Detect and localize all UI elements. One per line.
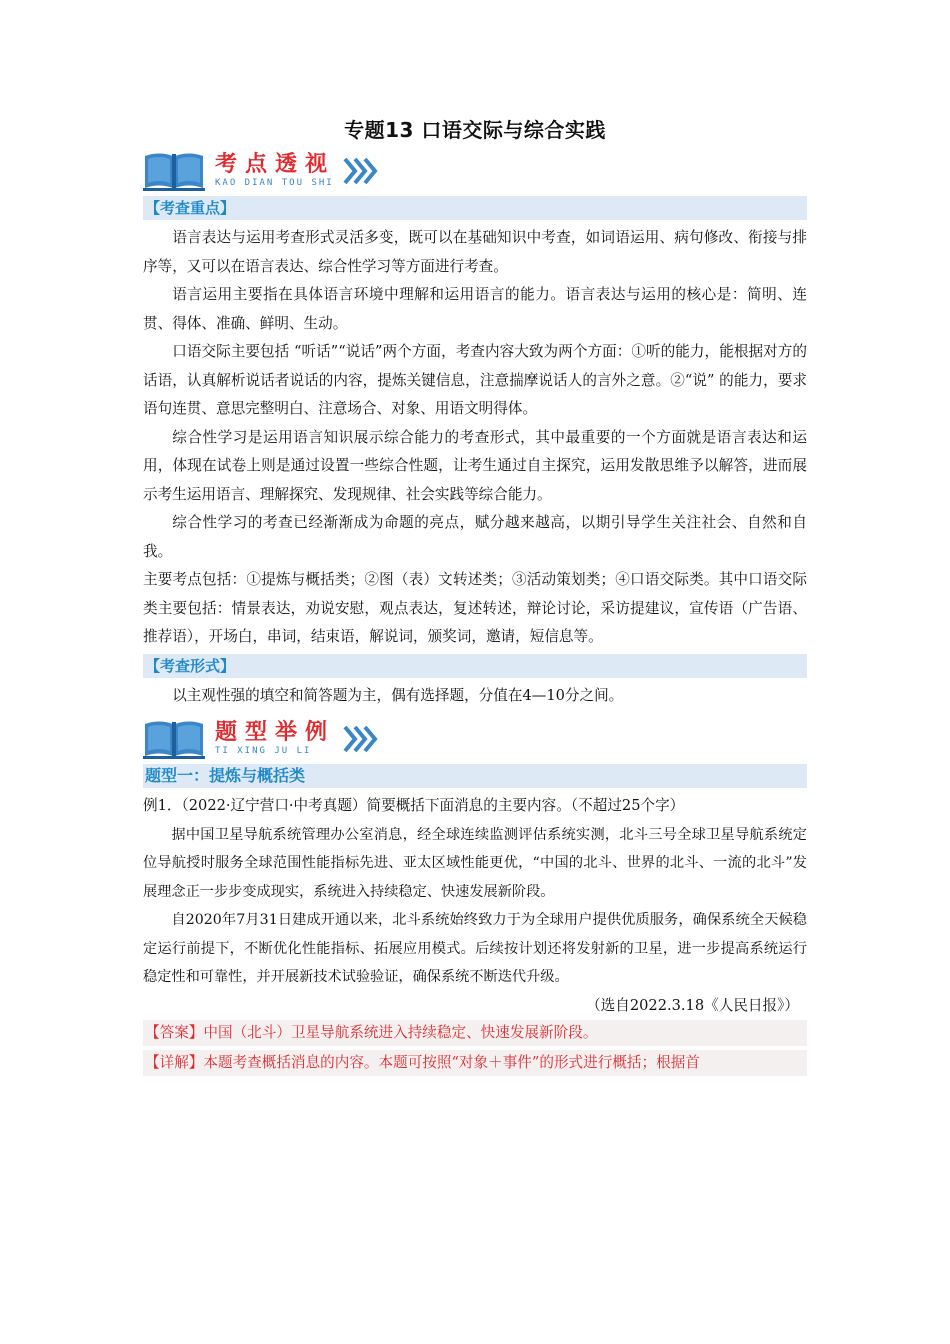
section-pinyin: KAO DIAN TOU SHI [215,178,334,188]
detail-line: 【详解】本题考查概括消息的内容。本题可按照“对象＋事件”的形式进行概括；根据首 [143,1050,807,1076]
section-heading: 题型举例 [215,720,336,745]
form-text: 以主观性强的填空和简答题为主，偶有选择题，分值在4—10分之间。 [172,686,624,704]
document-page [143,112,807,1076]
form-label: 【考查形式】 [143,654,807,678]
focus-paragraph: 综合性学习是运用语言知识展示综合能力的考查形式，其中最重要的一个方面就是语言表达和运用，体现在试卷上则是通过设置一些综合性题，让考生通过自主探究，运用发散思维予以解答，进而展示考生运用语言、理解探究、发现规律、社会实践等综合能力。 [143,428,807,503]
chevron-right-icon [341,156,381,186]
section-pinyin: TI XING JU LI [215,746,312,756]
example-line: 例1．（2022·辽宁营口·中考真题）简要概括下面消息的主要内容。（不超过25个字） [143,797,685,814]
key-points-paragraph: 主要考点包括：①提炼与概括类；②图（表）文转述类；③活动策划类；④口语交际类。其中口语交际类主要包括：情景表达，劝说安慰，观点表达，复述转述，辩论讨论，采访提建议，宣传语（广告语、推荐语），开场白，串词，结束语，解说词，颁奖词，邀请，短信息等。 [143,571,807,645]
section-heading: 考点透视 [215,152,336,177]
answer-line: 【答案】中国（北斗）卫星导航系统进入持续稳定、快速发展新阶段。 [143,1020,807,1046]
focus-paragraph: 口语交际主要包括 “听话”“说话”两个方面，考查内容大致为两个方面：①听的能力，能根据对方的话语，认真解析说话者说话的内容，提炼关键信息，注意揣摩说话人的言外之意。②“说” 的能力，要求语句连贯、意思完整明白、注意场合、对象、用语文明得体。 [143,343,807,417]
question-type-label: 题型一：提炼与概括类 [143,764,807,788]
news-paragraph: 据中国卫星导航系统管理办公室消息，经全球连续监测评估系统实测，北斗三号全球卫星导航系统定位导航授时服务全球范围性能指标先进、亚太区域性能更优，“中国的北斗、世界的北斗、一流的北斗”发展理念正一步步变成现实，系统进入持续稳定、快速发展新阶段。 [143,826,807,900]
news-excerpt [143,821,807,992]
chevron-right-icon [341,724,381,754]
focus-paragraph: 综合性学习的考查已经渐渐成为命题的亮点，赋分越来越高，以期引导学生关注社会、自然和自我。 [143,514,807,560]
section-banner-kaodian [143,148,807,194]
section-banner-tixing [143,716,807,762]
document-title: 专题13 口语交际与综合实践 [344,118,606,142]
open-book-icon [143,718,205,760]
focus-paragraph: 语言表达与运用考查形式灵活多变，既可以在基础知识中考查，如词语运用、病句修改、衔接与排序等，又可以在语言表达、综合性学习等方面进行考查。 [143,229,807,275]
news-paragraph: 自2020年7月31日建成开通以来，北斗系统始终致力于为全球用户提供优质服务，确保系统全天候稳定运行前提下，不断优化性能指标、拓展应用模式。后续按计划还将发射新的卫星，进一步提高系统运行稳定性和可靠性，并开展新技术试验验证，确保系统不断迭代升级。 [143,912,807,985]
focus-paragraph: 语言运用主要指在具体语言环境中理解和运用语言的能力。语言表达与运用的核心是：简明、连贯、得体、准确、鲜明、生动。 [143,286,807,332]
focus-label: 【考查重点】 [143,196,807,220]
news-source: （选自2022.3.18《人民日报》） [586,996,799,1014]
open-book-icon [143,150,205,192]
